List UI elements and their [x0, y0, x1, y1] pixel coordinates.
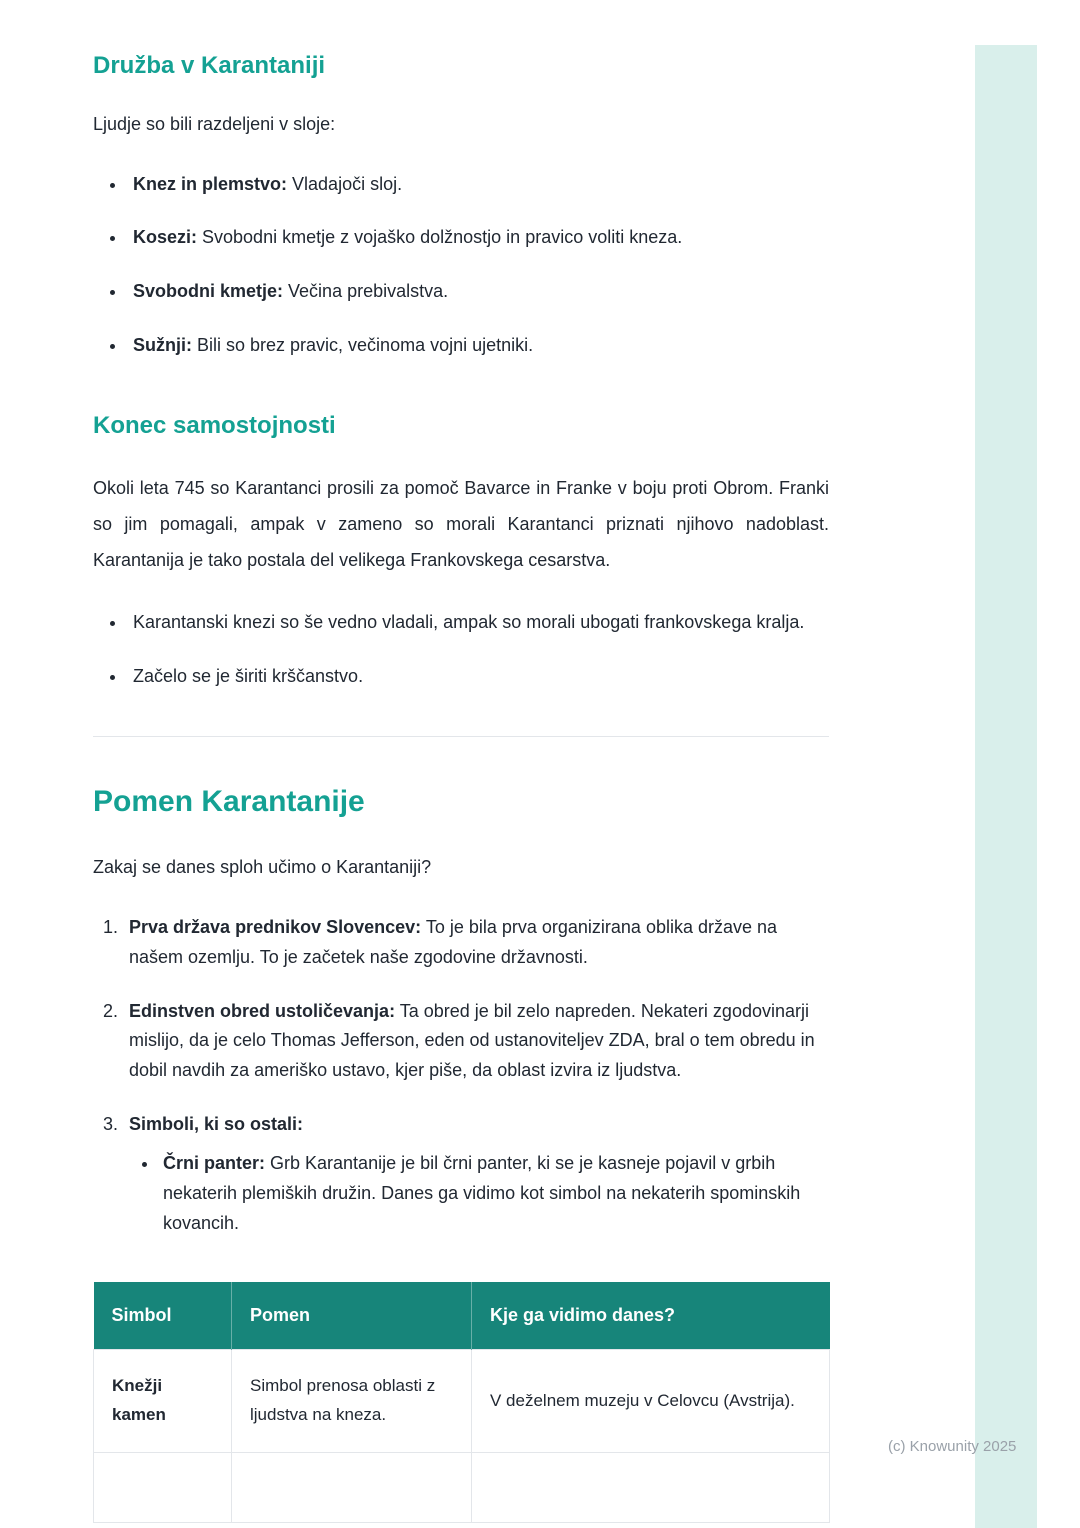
side-accent-strip: [975, 45, 1037, 1528]
section-divider: [93, 736, 829, 737]
table-cell-meaning: [232, 1453, 472, 1523]
list-item-text: Večina prebivalstva.: [283, 281, 449, 302]
list-item: [123, 1110, 829, 1239]
list-item: [127, 662, 829, 691]
table-header-kje: Kje ga vidimo danes?: [472, 1282, 830, 1350]
symbols-table: [93, 1282, 830, 1523]
list-item-text: Svobodni kmetje z vojaško dolžnostjo in pravico voliti kneza.: [197, 227, 683, 248]
nested-bullet-list: [129, 1149, 829, 1238]
page-title-pomen: Pomen Karantanije: [93, 785, 365, 819]
bullet-list-sloji: [93, 170, 829, 360]
list-item: [127, 608, 829, 637]
table-header-pomen: Pomen: [232, 1282, 472, 1350]
list-item-text: Grb Karantanije je bil črni panter, ki se je kasneje pojavil v grbih nekaterih plemiških družin. Danes ga vidimo kot simbol na nekaterih spominskih kovancih.: [163, 1153, 801, 1233]
table-cell-symbol: Knežji kamen: [94, 1350, 232, 1453]
list-item-label: Knez in plemstvo:: [133, 173, 288, 194]
table-cell-where: [472, 1453, 830, 1523]
table-row-partial: [94, 1453, 830, 1523]
list-item: [159, 1149, 829, 1238]
list-item-text: Začelo se je širiti krščanstvo.: [133, 665, 364, 686]
list-item-text: To je bila prva organizirana oblika države na našem ozemlju. To je začetek naše zgodovine državnosti.: [129, 917, 778, 967]
paragraph-pomen-intro: Zakaj se danes sploh učimo o Karantaniji?: [93, 857, 432, 878]
list-item-label: Sužnji:: [133, 335, 192, 356]
list-item-label: Edinstven obred ustoličevanja:: [129, 1000, 396, 1021]
paragraph-konec: Okoli leta 745 so Karantanci prosili za pomoč Bavarce in Franke v boju proti Obrom. Franki so jim pomagali, ampak v zameno so morali Karantanci priznati njihovo nadoblast. Karantanija je tako postala del velikega Frankovskega cesarstva.: [93, 477, 829, 570]
table-cell-meaning: Simbol prenosa oblasti z ljudstva na kneza.: [232, 1350, 472, 1453]
list-item-label: Kosezi:: [133, 227, 198, 248]
list-item-text: Bili so brez pravic, večinoma vojni ujetniki.: [192, 335, 534, 356]
table-header: [94, 1282, 830, 1350]
list-item-label: Črni panter:: [163, 1153, 266, 1174]
table-cell-where: V deželnem muzeju v Celovcu (Avstrija).: [472, 1350, 830, 1453]
list-item-label: Svobodni kmetje:: [133, 281, 284, 302]
table-cell-symbol: [94, 1453, 232, 1523]
section-title-konec: Konec samostojnosti: [93, 411, 336, 439]
list-item-text: Ta obred je bil zelo napreden. Nekateri zgodovinarji mislijo, da je celo Thomas Jefferson, eden od ustanoviteljev ZDA, bral o tem obredu in dobil navdih za ameriško ustavo, kjer piše, da oblast izvira iz ljudstva.: [129, 1000, 815, 1080]
list-item: [127, 277, 829, 306]
list-item: [123, 997, 829, 1086]
bullet-list-konec: [93, 608, 829, 691]
table-header-simbol: Simbol: [94, 1282, 232, 1350]
list-item: [127, 223, 829, 252]
list-item-label: Prva država prednikov Slovencev:: [129, 917, 422, 938]
list-item: [127, 331, 829, 360]
list-item-label: Simboli, ki so ostali:: [129, 1113, 304, 1134]
list-item: [123, 913, 829, 972]
list-item-text: Karantanski knezi so še vedno vladali, ampak so morali ubogati frankovskega kralja.: [133, 611, 805, 632]
footer-credit: (c) Knowunity 2025: [888, 1438, 1017, 1455]
table-row: [94, 1350, 830, 1453]
section-title-druzba: Družba v Karantaniji: [93, 52, 326, 79]
document-content: [93, 0, 829, 1523]
list-item-text: Vladajoči sloj.: [287, 173, 403, 194]
paragraph-druzba-intro: Ljudje so bili razdeljeni v sloje:: [93, 114, 336, 134]
list-item: [127, 170, 829, 199]
numbered-list-pomen: [93, 913, 829, 1238]
